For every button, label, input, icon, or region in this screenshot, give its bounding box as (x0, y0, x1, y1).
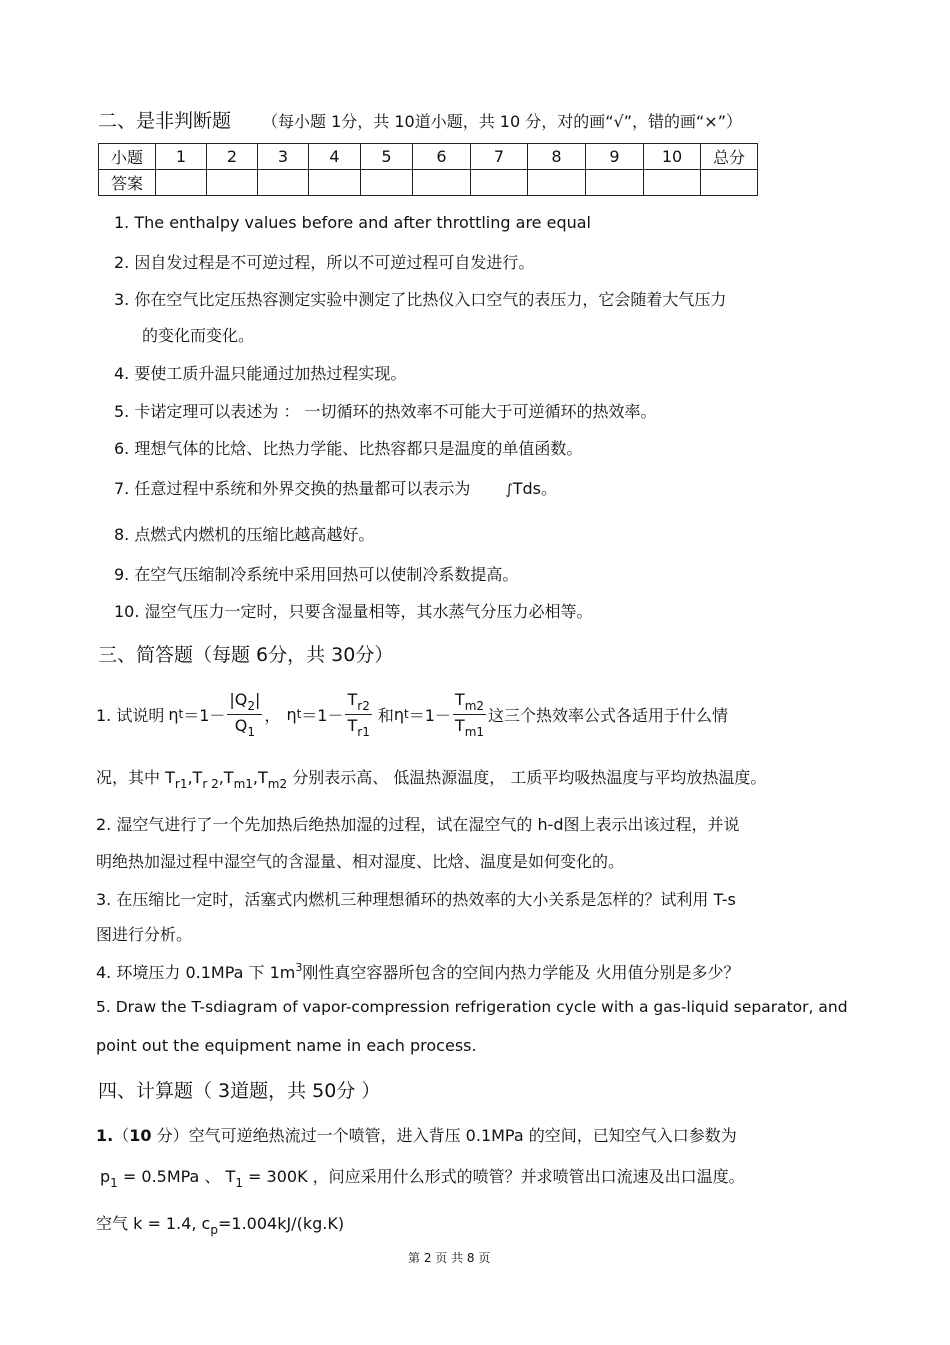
short-q1-line2: 况，其中 $T_{r1},T_{r 2},T_{m1},T_{m2}$ 分别表示高、 低温热源温度， 工质平均吸热温度与平均放热温度。 (96, 768, 767, 791)
short-q1-line1: 1. 试说明 η t ＝1－ $\frac{|Q_2|}{Q_1}$ ， η t ＝1－ $\frac{T_{r2}}{T_{r1}}$ 和 η t ＝1－ $\frac{T_{m2}}{T_{m1}}$ 这三个热效率公式各适用于什么情 (96, 689, 729, 739)
table-cell: 8 (528, 144, 586, 170)
short-q2-line2: 明绝热加湿过程中湿空气的含湿量、相对湿度、比焓、温度是如何变化的。 (96, 852, 625, 871)
short-q4: 4. 环境压力 0.1MPa 下 $1m^3$刚性真空容器所包含的空间内热力学能及 火用值分别是多少？ (96, 961, 740, 982)
table-cell (471, 170, 528, 196)
fraction-q2-q1: $\frac{|Q_2|}{Q_1}$ (229, 689, 261, 739)
table-cell (528, 170, 586, 196)
section-4-title: 四、计算题（ 3道题，共 50分 ） (98, 1080, 381, 1102)
table-cell: 9 (586, 144, 644, 170)
fraction-tm2-tm1: $\frac{T_{m2}}{T_{m1}}$ (454, 689, 485, 739)
calc-q1-line1: 1.（10 分）空气可逆绝热流过一个喷管，进入背压 0.1MPa 的空间，已知空气入口参数为 (96, 1126, 737, 1145)
tf-item-3: 3. 你在空气比定压热容测定实验中测定了比热仪入口空气的表压力，它会随着大气压力 (114, 290, 727, 309)
table-cell: 3 (258, 144, 309, 170)
table-cell (413, 170, 471, 196)
table-row (99, 170, 758, 196)
table-cell: 10 (644, 144, 701, 170)
tf-item-7: 7. 任意过程中系统和外界交换的热量都可以表示为 ∫Tds。 (114, 479, 558, 498)
table-cell: 4 (309, 144, 361, 170)
answer-table (98, 143, 758, 196)
tf-item-10: 10. 湿空气压力一定时，只要含湿量相等，其水蒸气分压力必相等。 (114, 602, 593, 621)
tf-item-9: 9. 在空气压缩制冷系统中采用回热可以使制冷系数提高。 (114, 565, 519, 584)
tf-item-2: 2. 因自发过程是不可逆过程，所以不可逆过程可自发进行。 (114, 253, 535, 272)
page-footer: 第 2 页 共 8 页 (408, 1251, 491, 1265)
table-cell: 小题 (99, 144, 156, 170)
short-q3-line1: 3. 在压缩比一定时，活塞式内燃机三种理想循环的热效率的大小关系是怎样的？试利用 T-s (96, 890, 736, 909)
table-cell: 6 (413, 144, 471, 170)
short-q5-line1: 5. Draw the T-sdiagram of vapor-compression refrigeration cycle with a gas-liquid separator, and (96, 998, 848, 1016)
table-cell (644, 170, 701, 196)
table-cell (586, 170, 644, 196)
section-2-title: 二、是非判断题 (98, 110, 232, 132)
table-cell (156, 170, 207, 196)
short-q5-line2: point out the equipment name in each process. (96, 1036, 477, 1055)
table-cell: 7 (471, 144, 528, 170)
short-q3-line2: 图进行分析。 (96, 925, 193, 944)
tf-item-3-cont: 的变化而变化。 (142, 326, 255, 345)
table-cell (207, 170, 258, 196)
tf-item-6: 6. 理想气体的比焓、比热力学能、比热容都只是温度的单值函数。 (114, 439, 583, 458)
table-cell: 答案 (99, 170, 156, 196)
tf-item-5: 5. 卡诺定理可以表述为 ： 一切循环的热效率不可能大于可逆循环的热效率。 (114, 402, 657, 421)
table-row (99, 144, 758, 170)
tf-item-1: 1. The enthalpy values before and after throttling are equal (114, 213, 591, 232)
table-cell (258, 170, 309, 196)
table-cell (701, 170, 758, 196)
section-2-note: （每小题 1分，共 10道小题，共 10 分，对的画“√”，错的画“×”） (262, 112, 743, 131)
short-q2-line1: 2. 湿空气进行了一个先加热后绝热加湿的过程，试在湿空气的 h-d图上表示出该过程，并说 (96, 815, 740, 834)
calc-q1-line2: $p_1 = 0.5MPa$ 、 $T_1 = 300K$ ，问应采用什么形式的喷管？并求喷管出口流速及出口温度。 (100, 1167, 745, 1190)
table-cell: 1 (156, 144, 207, 170)
table-cell (309, 170, 361, 196)
tf-item-4: 4. 要使工质升温只能通过加热过程实现。 (114, 364, 407, 383)
calc-q1-air-params: 空气 k = 1.4, $c_p=1.004kJ/(kg.K)$ (96, 1214, 345, 1237)
table-cell: 2 (207, 144, 258, 170)
table-cell: 5 (361, 144, 413, 170)
tf-item-8: 8. 点燃式内燃机的压缩比越高越好。 (114, 525, 375, 544)
table-cell: 总分 (701, 144, 758, 170)
fraction-tr2-tr1: $\frac{T_{r2}}{T_{r1}}$ (347, 689, 370, 739)
section-3-title: 三、简答题（每题 6分，共 30分） (98, 644, 394, 666)
tds-term: Tds (512, 479, 542, 498)
integral-symbol: ∫ (505, 482, 513, 498)
table-cell (361, 170, 413, 196)
